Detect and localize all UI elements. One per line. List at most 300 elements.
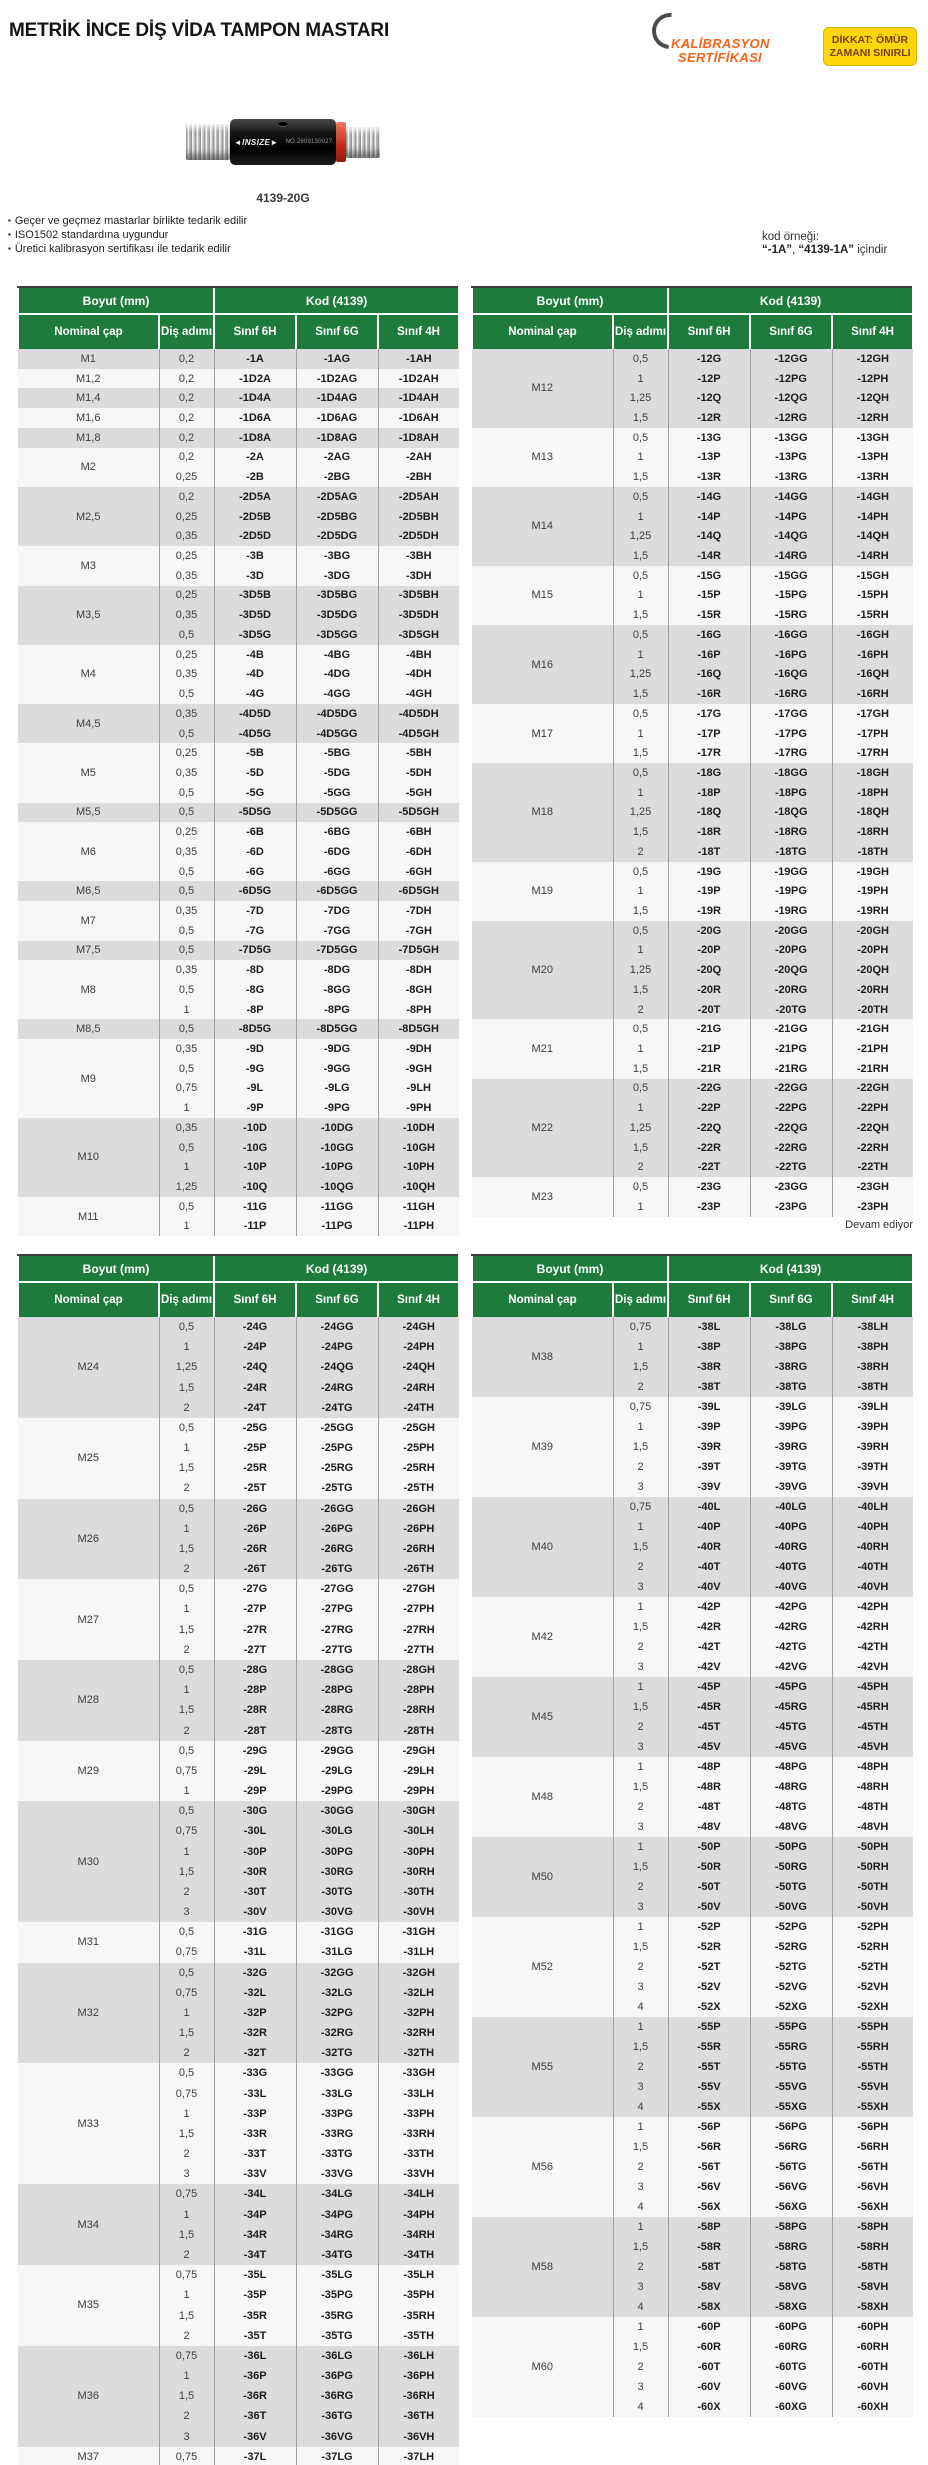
code-6h-cell: -58T bbox=[668, 2257, 750, 2277]
pitch-cell: 1 bbox=[159, 1098, 214, 1118]
gauge-serial-number: NO.2609130027 bbox=[285, 139, 333, 145]
pitch-cell: 2 bbox=[159, 2043, 214, 2063]
nominal-size-cell: M19 bbox=[472, 862, 613, 921]
code-6g-cell: -7DG bbox=[296, 901, 378, 921]
code-6h-cell: -12G bbox=[668, 349, 750, 369]
code-4h-cell: -55TH bbox=[832, 2057, 913, 2077]
warning-badge-line2: ZAMANI SINIRLI bbox=[829, 46, 911, 59]
code-6h-cell: -24T bbox=[214, 1398, 296, 1418]
pitch-cell: 0,2 bbox=[159, 448, 214, 468]
code-6g-cell: -25RG bbox=[296, 1458, 378, 1478]
nominal-size-cell: M50 bbox=[472, 1837, 613, 1917]
column-header: Diş adımı bbox=[159, 314, 214, 349]
code-6g-cell: -48PG bbox=[750, 1757, 832, 1777]
nominal-size-cell: M7,5 bbox=[18, 941, 159, 961]
code-4h-cell: -3D5BH bbox=[378, 586, 459, 606]
code-4h-cell: -30PH bbox=[378, 1841, 459, 1861]
pitch-cell: 3 bbox=[613, 2077, 668, 2097]
code-4h-cell: -8DH bbox=[378, 960, 459, 980]
pitch-cell: 0,35 bbox=[159, 1039, 214, 1059]
code-6h-cell: -7G bbox=[214, 921, 296, 941]
code-4h-cell: -20TH bbox=[832, 1000, 913, 1020]
code-6g-cell: -24RG bbox=[296, 1378, 378, 1398]
nominal-size-cell: M7 bbox=[18, 901, 159, 940]
code-6g-cell: -35RG bbox=[296, 2305, 378, 2325]
code-6g-cell: -1D6AG bbox=[296, 408, 378, 428]
code-6h-cell: -45V bbox=[668, 1737, 750, 1757]
table-row bbox=[472, 1757, 913, 1777]
column-header: Diş adımı bbox=[613, 314, 668, 349]
code-4h-cell: -9DH bbox=[378, 1039, 459, 1059]
column-header: Sınıf 6H bbox=[214, 1282, 296, 1317]
code-4h-cell: -1D6AH bbox=[378, 408, 459, 428]
table-header-boyut: Boyut (mm) bbox=[18, 288, 214, 314]
code-6g-cell: -27GG bbox=[296, 1579, 378, 1599]
code-4h-cell: -39RH bbox=[832, 1437, 913, 1457]
table-row bbox=[18, 704, 459, 724]
pitch-cell: 2 bbox=[159, 1398, 214, 1418]
code-6h-cell: -22P bbox=[668, 1098, 750, 1118]
nominal-size-cell: M12 bbox=[472, 349, 613, 428]
code-6g-cell: -26GG bbox=[296, 1499, 378, 1519]
code-4h-cell: -40RH bbox=[832, 1537, 913, 1557]
code-6h-cell: -30T bbox=[214, 1882, 296, 1902]
pitch-cell: 2 bbox=[159, 1720, 214, 1740]
pitch-cell: 3 bbox=[613, 1477, 668, 1497]
code-4h-cell: -22TH bbox=[832, 1157, 913, 1177]
code-6h-cell: -16R bbox=[668, 684, 750, 704]
code-4h-cell: -1AH bbox=[378, 349, 459, 369]
pitch-cell: 1 bbox=[613, 1337, 668, 1357]
code-6h-cell: -18P bbox=[668, 783, 750, 803]
code-4h-cell: -23GH bbox=[832, 1177, 913, 1197]
code-6h-cell: -42T bbox=[668, 1637, 750, 1657]
pitch-cell: 2 bbox=[613, 1957, 668, 1977]
note-text: ISO1502 standardına uygundur bbox=[14, 229, 169, 242]
code-6g-cell: -60TG bbox=[750, 2357, 832, 2377]
code-4h-cell: -16GH bbox=[832, 625, 913, 645]
code-6g-cell: -22TG bbox=[750, 1157, 832, 1177]
code-6h-cell: -26G bbox=[214, 1499, 296, 1519]
pitch-cell: 2 bbox=[613, 1457, 668, 1477]
code-6h-cell: -33G bbox=[214, 2063, 296, 2083]
code-4h-cell: -5D5GH bbox=[378, 803, 459, 823]
code-4h-cell: -11GH bbox=[378, 1197, 459, 1217]
nominal-size-cell: M13 bbox=[472, 428, 613, 487]
code-6h-cell: -40L bbox=[668, 1497, 750, 1517]
pitch-cell: 1,5 bbox=[613, 1059, 668, 1079]
code-example-line bbox=[762, 244, 887, 257]
nominal-size-cell: M6,5 bbox=[18, 881, 159, 901]
code-6h-cell: -22T bbox=[668, 1157, 750, 1177]
code-6h-cell: -27T bbox=[214, 1640, 296, 1660]
code-4h-cell: -33RH bbox=[378, 2124, 459, 2144]
pitch-cell: 1,5 bbox=[613, 743, 668, 763]
code-6g-cell: -10PG bbox=[296, 1157, 378, 1177]
pitch-cell: 1,25 bbox=[159, 1177, 214, 1197]
pitch-cell: 0,5 bbox=[613, 428, 668, 448]
code-4h-cell: -35TH bbox=[378, 2326, 459, 2346]
code-6g-cell: -16QG bbox=[750, 665, 832, 685]
code-4h-cell: -3DH bbox=[378, 566, 459, 586]
code-6h-cell: -11G bbox=[214, 1197, 296, 1217]
code-6g-cell: -36RG bbox=[296, 2386, 378, 2406]
code-6g-cell: -3D5BG bbox=[296, 586, 378, 606]
table-row bbox=[18, 1418, 459, 1438]
pitch-cell: 1,5 bbox=[159, 2225, 214, 2245]
code-6h-cell: -60X bbox=[668, 2397, 750, 2417]
code-6g-cell: -19PG bbox=[750, 881, 832, 901]
pitch-cell: 0,5 bbox=[159, 2063, 214, 2083]
table-row bbox=[18, 1741, 459, 1761]
code-6g-cell: -14QG bbox=[750, 526, 832, 546]
code-6h-cell: -29G bbox=[214, 1741, 296, 1761]
pitch-cell: 2 bbox=[159, 2326, 214, 2346]
nominal-size-cell: M6 bbox=[18, 822, 159, 881]
pitch-cell: 1 bbox=[159, 1841, 214, 1861]
code-6g-cell: -22QG bbox=[750, 1118, 832, 1138]
table-row bbox=[472, 862, 913, 882]
nominal-size-cell: M25 bbox=[18, 1418, 159, 1499]
pitch-cell: 0,25 bbox=[159, 507, 214, 527]
code-6g-cell: -26RG bbox=[296, 1539, 378, 1559]
pitch-cell: 0,25 bbox=[159, 546, 214, 566]
code-6h-cell: -60P bbox=[668, 2317, 750, 2337]
code-6h-cell: -42P bbox=[668, 1597, 750, 1617]
code-4h-cell: -45PH bbox=[832, 1677, 913, 1697]
spec-table-m38-m60 bbox=[471, 1254, 912, 2417]
code-6g-cell: -14PG bbox=[750, 507, 832, 527]
code-6h-cell: -17G bbox=[668, 704, 750, 724]
code-6h-cell: -34T bbox=[214, 2245, 296, 2265]
pitch-cell: 0,5 bbox=[613, 921, 668, 941]
code-4h-cell: -39TH bbox=[832, 1457, 913, 1477]
pitch-cell: 0,35 bbox=[159, 842, 214, 862]
table-row bbox=[18, 1660, 459, 1680]
pitch-cell: 0,5 bbox=[159, 1197, 214, 1217]
code-4h-cell: -17GH bbox=[832, 704, 913, 724]
code-6g-cell: -20QG bbox=[750, 960, 832, 980]
nominal-size-cell: M38 bbox=[472, 1317, 613, 1397]
pitch-cell: 0,75 bbox=[613, 1397, 668, 1417]
code-4h-cell: -32RH bbox=[378, 2023, 459, 2043]
column-header: Sınıf 6G bbox=[750, 1282, 832, 1317]
calibration-badge-line1: KALİBRASYON bbox=[671, 36, 770, 51]
code-6h-cell: -40V bbox=[668, 1577, 750, 1597]
code-6h-cell: -31L bbox=[214, 1942, 296, 1962]
code-6g-cell: -28RG bbox=[296, 1700, 378, 1720]
code-6g-cell: -21RG bbox=[750, 1059, 832, 1079]
code-4h-cell: -42TH bbox=[832, 1637, 913, 1657]
code-6h-cell: -52R bbox=[668, 1937, 750, 1957]
code-4h-cell: -29GH bbox=[378, 1741, 459, 1761]
pitch-cell: 2 bbox=[613, 1877, 668, 1897]
code-4h-cell: -18PH bbox=[832, 783, 913, 803]
nominal-size-cell: M26 bbox=[18, 1499, 159, 1580]
pitch-cell: 0,5 bbox=[613, 349, 668, 369]
code-6h-cell: -1D2A bbox=[214, 369, 296, 389]
code-6g-cell: -34TG bbox=[296, 2245, 378, 2265]
code-6h-cell: -37L bbox=[214, 2447, 296, 2465]
nominal-size-cell: M20 bbox=[472, 921, 613, 1020]
table-header-boyut: Boyut (mm) bbox=[472, 288, 668, 314]
code-6h-cell: -3D5B bbox=[214, 586, 296, 606]
code-6g-cell: -34RG bbox=[296, 2225, 378, 2245]
code-4h-cell: -4DH bbox=[378, 665, 459, 685]
code-6g-cell: -35TG bbox=[296, 2326, 378, 2346]
pitch-cell: 0,25 bbox=[159, 822, 214, 842]
spec-table-m12-m23 bbox=[471, 286, 912, 1217]
code-6g-cell: -27PG bbox=[296, 1599, 378, 1619]
pitch-cell: 0,5 bbox=[159, 1660, 214, 1680]
nominal-size-cell: M9 bbox=[18, 1039, 159, 1118]
nominal-size-cell: M5,5 bbox=[18, 803, 159, 823]
code-4h-cell: -26TH bbox=[378, 1559, 459, 1579]
code-6h-cell: -22Q bbox=[668, 1118, 750, 1138]
pitch-cell: 1 bbox=[613, 1197, 668, 1217]
code-4h-cell: -30VH bbox=[378, 1902, 459, 1922]
code-4h-cell: -24PH bbox=[378, 1337, 459, 1357]
code-4h-cell: -56TH bbox=[832, 2157, 913, 2177]
pitch-cell: 1,5 bbox=[613, 1937, 668, 1957]
code-6g-cell: -6D5GG bbox=[296, 881, 378, 901]
column-header: Sınıf 6H bbox=[668, 314, 750, 349]
code-6g-cell: -29PG bbox=[296, 1781, 378, 1801]
gauge-code-table bbox=[471, 1256, 914, 2417]
nominal-size-cell: M36 bbox=[18, 2346, 159, 2447]
code-6h-cell: -10P bbox=[214, 1157, 296, 1177]
code-6g-cell: -20RG bbox=[750, 980, 832, 1000]
code-4h-cell: -2D5AH bbox=[378, 487, 459, 507]
table-header-boyut: Boyut (mm) bbox=[472, 1256, 668, 1282]
code-6h-cell: -27P bbox=[214, 1599, 296, 1619]
pitch-cell: 0,5 bbox=[159, 1317, 214, 1337]
code-6g-cell: -40LG bbox=[750, 1497, 832, 1517]
code-6h-cell: -50R bbox=[668, 1857, 750, 1877]
table-row bbox=[472, 704, 913, 724]
calibration-certificate-badge bbox=[650, 13, 800, 71]
pitch-cell: 1 bbox=[159, 1781, 214, 1801]
code-6h-cell: -39R bbox=[668, 1437, 750, 1457]
code-6h-cell: -20R bbox=[668, 980, 750, 1000]
code-6g-cell: -16GG bbox=[750, 625, 832, 645]
pitch-cell: 0,5 bbox=[159, 1741, 214, 1761]
nominal-size-cell: M1,2 bbox=[18, 369, 159, 389]
table-row bbox=[18, 2184, 459, 2204]
code-4h-cell: -40PH bbox=[832, 1517, 913, 1537]
table-row bbox=[472, 1497, 913, 1517]
code-6g-cell: -2BG bbox=[296, 467, 378, 487]
table-row bbox=[18, 645, 459, 665]
pitch-cell: 3 bbox=[613, 1737, 668, 1757]
code-4h-cell: -56RH bbox=[832, 2137, 913, 2157]
code-4h-cell: -34LH bbox=[378, 2184, 459, 2204]
code-4h-cell: -18TH bbox=[832, 842, 913, 862]
column-header: Sınıf 6H bbox=[668, 1282, 750, 1317]
code-4h-cell: -50PH bbox=[832, 1837, 913, 1857]
code-6g-cell: -36TG bbox=[296, 2406, 378, 2426]
pitch-cell: 2 bbox=[159, 1478, 214, 1498]
nominal-size-cell: M1 bbox=[18, 349, 159, 369]
pitch-cell: 1,25 bbox=[613, 803, 668, 823]
table-row bbox=[18, 1197, 459, 1217]
pitch-cell: 3 bbox=[159, 2164, 214, 2184]
code-6h-cell: -11P bbox=[214, 1217, 296, 1237]
pitch-cell: 0,25 bbox=[159, 645, 214, 665]
code-6g-cell: -3BG bbox=[296, 546, 378, 566]
table-row bbox=[472, 2017, 913, 2037]
pitch-cell: 1 bbox=[613, 1517, 668, 1537]
code-4h-cell: -21PH bbox=[832, 1039, 913, 1059]
pitch-cell: 0,5 bbox=[159, 1059, 214, 1079]
code-4h-cell: -37LH bbox=[378, 2447, 459, 2465]
column-header: Sınıf 4H bbox=[832, 314, 913, 349]
code-4h-cell: -12PH bbox=[832, 369, 913, 389]
pitch-cell: 2 bbox=[159, 1640, 214, 1660]
nominal-size-cell: M27 bbox=[18, 1579, 159, 1660]
pitch-cell: 3 bbox=[159, 2426, 214, 2446]
gauge-hole bbox=[279, 122, 288, 126]
code-4h-cell: -60TH bbox=[832, 2357, 913, 2377]
pitch-cell: 1,5 bbox=[613, 1357, 668, 1377]
code-6g-cell: -5BG bbox=[296, 743, 378, 763]
nominal-size-cell: M3,5 bbox=[18, 586, 159, 645]
nominal-size-cell: M18 bbox=[472, 763, 613, 862]
code-4h-cell: -40LH bbox=[832, 1497, 913, 1517]
pitch-cell: 1 bbox=[613, 1917, 668, 1937]
code-6h-cell: -5D bbox=[214, 763, 296, 783]
code-6h-cell: -27R bbox=[214, 1620, 296, 1640]
code-6h-cell: -30V bbox=[214, 1902, 296, 1922]
code-6h-cell: -2D5B bbox=[214, 507, 296, 527]
code-4h-cell: -35PH bbox=[378, 2285, 459, 2305]
code-6h-cell: -24R bbox=[214, 1378, 296, 1398]
pitch-cell: 0,5 bbox=[159, 1138, 214, 1158]
code-4h-cell: -25GH bbox=[378, 1418, 459, 1438]
pitch-cell: 1,5 bbox=[613, 1857, 668, 1877]
nominal-size-cell: M40 bbox=[472, 1497, 613, 1597]
pitch-cell: 1,5 bbox=[613, 822, 668, 842]
code-6h-cell: -6B bbox=[214, 822, 296, 842]
code-4h-cell: -3BH bbox=[378, 546, 459, 566]
pitch-cell: 1 bbox=[159, 1337, 214, 1357]
table-row bbox=[472, 1317, 913, 1337]
code-4h-cell: -52PH bbox=[832, 1917, 913, 1937]
code-4h-cell: -14PH bbox=[832, 507, 913, 527]
code-6h-cell: -39T bbox=[668, 1457, 750, 1477]
code-6g-cell: -40VG bbox=[750, 1577, 832, 1597]
code-6h-cell: -38R bbox=[668, 1357, 750, 1377]
code-4h-cell: -45RH bbox=[832, 1697, 913, 1717]
pitch-cell: 0,5 bbox=[613, 487, 668, 507]
code-4h-cell: -32GH bbox=[378, 1963, 459, 1983]
code-6g-cell: -32GG bbox=[296, 1963, 378, 1983]
column-header: Diş adımı bbox=[613, 1282, 668, 1317]
pitch-cell: 1 bbox=[159, 2104, 214, 2124]
note-item bbox=[8, 242, 247, 256]
code-4h-cell: -15PH bbox=[832, 586, 913, 606]
pitch-cell: 1 bbox=[159, 2285, 214, 2305]
code-6g-cell: -58XG bbox=[750, 2297, 832, 2317]
code-4h-cell: -2AH bbox=[378, 448, 459, 468]
table-row bbox=[18, 2346, 459, 2366]
code-6h-cell: -19G bbox=[668, 862, 750, 882]
code-4h-cell: -7D5GH bbox=[378, 941, 459, 961]
code-4h-cell: -14GH bbox=[832, 487, 913, 507]
code-6g-cell: -2AG bbox=[296, 448, 378, 468]
code-6h-cell: -50V bbox=[668, 1897, 750, 1917]
code-6h-cell: -12P bbox=[668, 369, 750, 389]
pitch-cell: 1 bbox=[159, 1157, 214, 1177]
code-6h-cell: -10Q bbox=[214, 1177, 296, 1197]
code-6g-cell: -56VG bbox=[750, 2177, 832, 2197]
code-6h-cell: -15P bbox=[668, 586, 750, 606]
feature-notes-list bbox=[8, 214, 247, 257]
code-4h-cell: -20QH bbox=[832, 960, 913, 980]
nominal-size-cell: M52 bbox=[472, 1917, 613, 2017]
code-6h-cell: -1D6A bbox=[214, 408, 296, 428]
pitch-cell: 0,35 bbox=[159, 763, 214, 783]
pitch-cell: 1 bbox=[613, 1417, 668, 1437]
code-4h-cell: -25TH bbox=[378, 1478, 459, 1498]
pitch-cell: 0,25 bbox=[159, 743, 214, 763]
code-6h-cell: -33L bbox=[214, 2084, 296, 2104]
table-row bbox=[18, 2265, 459, 2285]
code-6g-cell: -58PG bbox=[750, 2217, 832, 2237]
code-6h-cell: -36V bbox=[214, 2426, 296, 2446]
pitch-cell: 1,5 bbox=[159, 1862, 214, 1882]
code-6h-cell: -58V bbox=[668, 2277, 750, 2297]
pitch-cell: 1,5 bbox=[613, 1437, 668, 1457]
code-4h-cell: -60PH bbox=[832, 2317, 913, 2337]
code-6h-cell: -42R bbox=[668, 1617, 750, 1637]
code-4h-cell: -35RH bbox=[378, 2305, 459, 2325]
pitch-cell: 1,5 bbox=[613, 1537, 668, 1557]
code-4h-cell: -8PH bbox=[378, 1000, 459, 1020]
pitch-cell: 2 bbox=[159, 1882, 214, 1902]
nominal-size-cell: M5 bbox=[18, 743, 159, 802]
code-6g-cell: -40PG bbox=[750, 1517, 832, 1537]
code-6h-cell: -8D5G bbox=[214, 1019, 296, 1039]
code-6g-cell: -50VG bbox=[750, 1897, 832, 1917]
code-6g-cell: -5DG bbox=[296, 763, 378, 783]
pitch-cell: 1,5 bbox=[159, 1378, 214, 1398]
pitch-cell: 3 bbox=[613, 1977, 668, 1997]
code-4h-cell: -8D5GH bbox=[378, 1019, 459, 1039]
pitch-cell: 0,35 bbox=[159, 605, 214, 625]
code-6g-cell: -30PG bbox=[296, 1841, 378, 1861]
code-4h-cell: -10GH bbox=[378, 1138, 459, 1158]
pitch-cell: 1,5 bbox=[159, 2023, 214, 2043]
pitch-cell: 0,75 bbox=[159, 1079, 214, 1099]
code-6g-cell: -48RG bbox=[750, 1777, 832, 1797]
table-row bbox=[18, 1499, 459, 1519]
code-6h-cell: -28P bbox=[214, 1680, 296, 1700]
pitch-cell: 0,5 bbox=[613, 566, 668, 586]
pitch-cell: 0,2 bbox=[159, 369, 214, 389]
table-header-kod: Kod (4139) bbox=[668, 288, 913, 314]
code-4h-cell: -58PH bbox=[832, 2217, 913, 2237]
code-6h-cell: -15G bbox=[668, 566, 750, 586]
table-row bbox=[472, 1079, 913, 1099]
code-4h-cell: -13PH bbox=[832, 448, 913, 468]
code-4h-cell: -58RH bbox=[832, 2237, 913, 2257]
table-row bbox=[18, 1039, 459, 1059]
code-6h-cell: -8D bbox=[214, 960, 296, 980]
pitch-cell: 0,35 bbox=[159, 960, 214, 980]
pitch-cell: 1,25 bbox=[613, 665, 668, 685]
code-6g-cell: -18QG bbox=[750, 803, 832, 823]
